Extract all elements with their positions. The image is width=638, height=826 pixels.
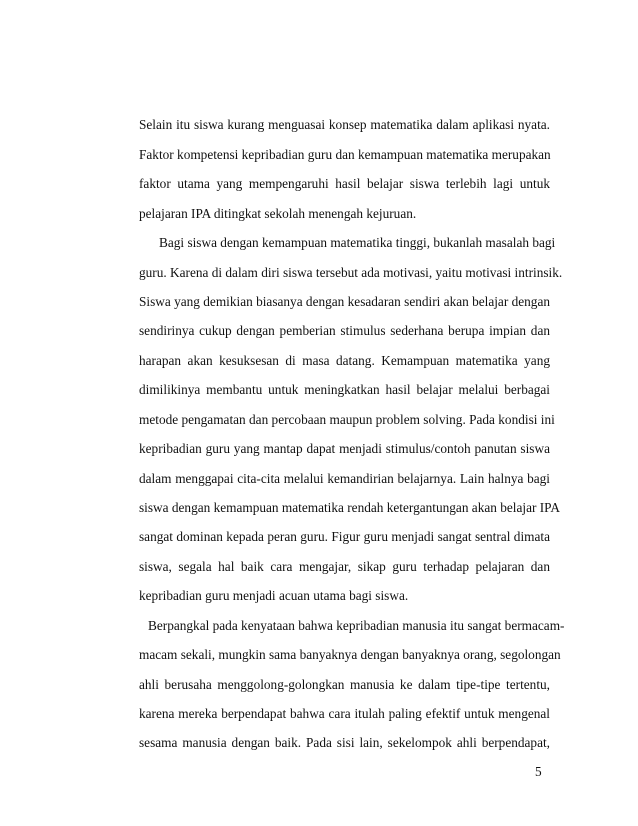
paragraph-line: dalam menggapai cita-cita melalui kemandirian belajarnya. Lain halnya bagi bbox=[139, 471, 550, 486]
paragraph-line: ahli berusaha menggolong-golongkan manusia ke dalam tipe-tipe tertentu, bbox=[139, 677, 550, 692]
paragraph-line: macam sekali, mungkin sama banyaknya dengan banyaknya orang, segolongan bbox=[139, 647, 561, 662]
paragraph-line: Selain itu siswa kurang menguasai konsep matematika dalam aplikasi nyata. bbox=[139, 117, 550, 132]
paragraph-line: dimilikinya membantu untuk meningkatkan hasil belajar melalui berbagai bbox=[139, 382, 550, 397]
paragraph-line: kepribadian guru menjadi acuan utama bagi siswa. bbox=[139, 588, 409, 603]
paragraph-line: karena mereka berpendapat bahwa cara itulah paling efektif untuk mengenal bbox=[139, 706, 550, 721]
paragraph-line: Berpangkal pada kenyataan bahwa kepribadian manusia itu sangat bermacam- bbox=[148, 618, 565, 633]
paragraph-line: Siswa yang demikian biasanya dengan kesadaran sendiri akan belajar dengan bbox=[139, 294, 550, 309]
paragraph-line: pelajaran IPA ditingkat sekolah menengah kejuruan. bbox=[139, 206, 417, 221]
paragraph-line: siswa dengan kemampuan matematika rendah ketergantungan akan belajar IPA bbox=[139, 500, 560, 515]
paragraph-line: faktor utama yang mempengaruhi hasil belajar siswa terlebih lagi untuk bbox=[139, 176, 550, 191]
paragraph-line: kepribadian guru yang mantap dapat menjadi stimulus/contoh panutan siswa bbox=[139, 441, 550, 456]
paragraph-line: siswa, segala hal baik cara mengajar, sikap guru terhadap pelajaran dan bbox=[139, 559, 550, 574]
paragraph-line: metode pengamatan dan percobaan maupun problem solving. Pada kondisi ini bbox=[139, 412, 555, 427]
page-number: 5 bbox=[535, 764, 542, 779]
paragraph-line: sendirinya cukup dengan pemberian stimulus sederhana berupa impian dan bbox=[139, 323, 550, 338]
paragraph-line: guru. Karena di dalam diri siswa tersebut ada motivasi, yaitu motivasi intrinsik. bbox=[139, 265, 563, 280]
paragraph-line: harapan akan kesuksesan di masa datang. Kemampuan matematika yang bbox=[139, 353, 550, 368]
paragraph-line: sangat dominan kepada peran guru. Figur guru menjadi sangat sentral dimata bbox=[139, 529, 550, 544]
paragraph-line: sesama manusia dengan baik. Pada sisi lain, sekelompok ahli berpendapat, bbox=[139, 735, 550, 750]
paragraph-line: Bagi siswa dengan kemampuan matematika tinggi, bukanlah masalah bagi bbox=[159, 235, 556, 250]
paragraph-line: Faktor kompetensi kepribadian guru dan kemampuan matematika merupakan bbox=[139, 147, 551, 162]
